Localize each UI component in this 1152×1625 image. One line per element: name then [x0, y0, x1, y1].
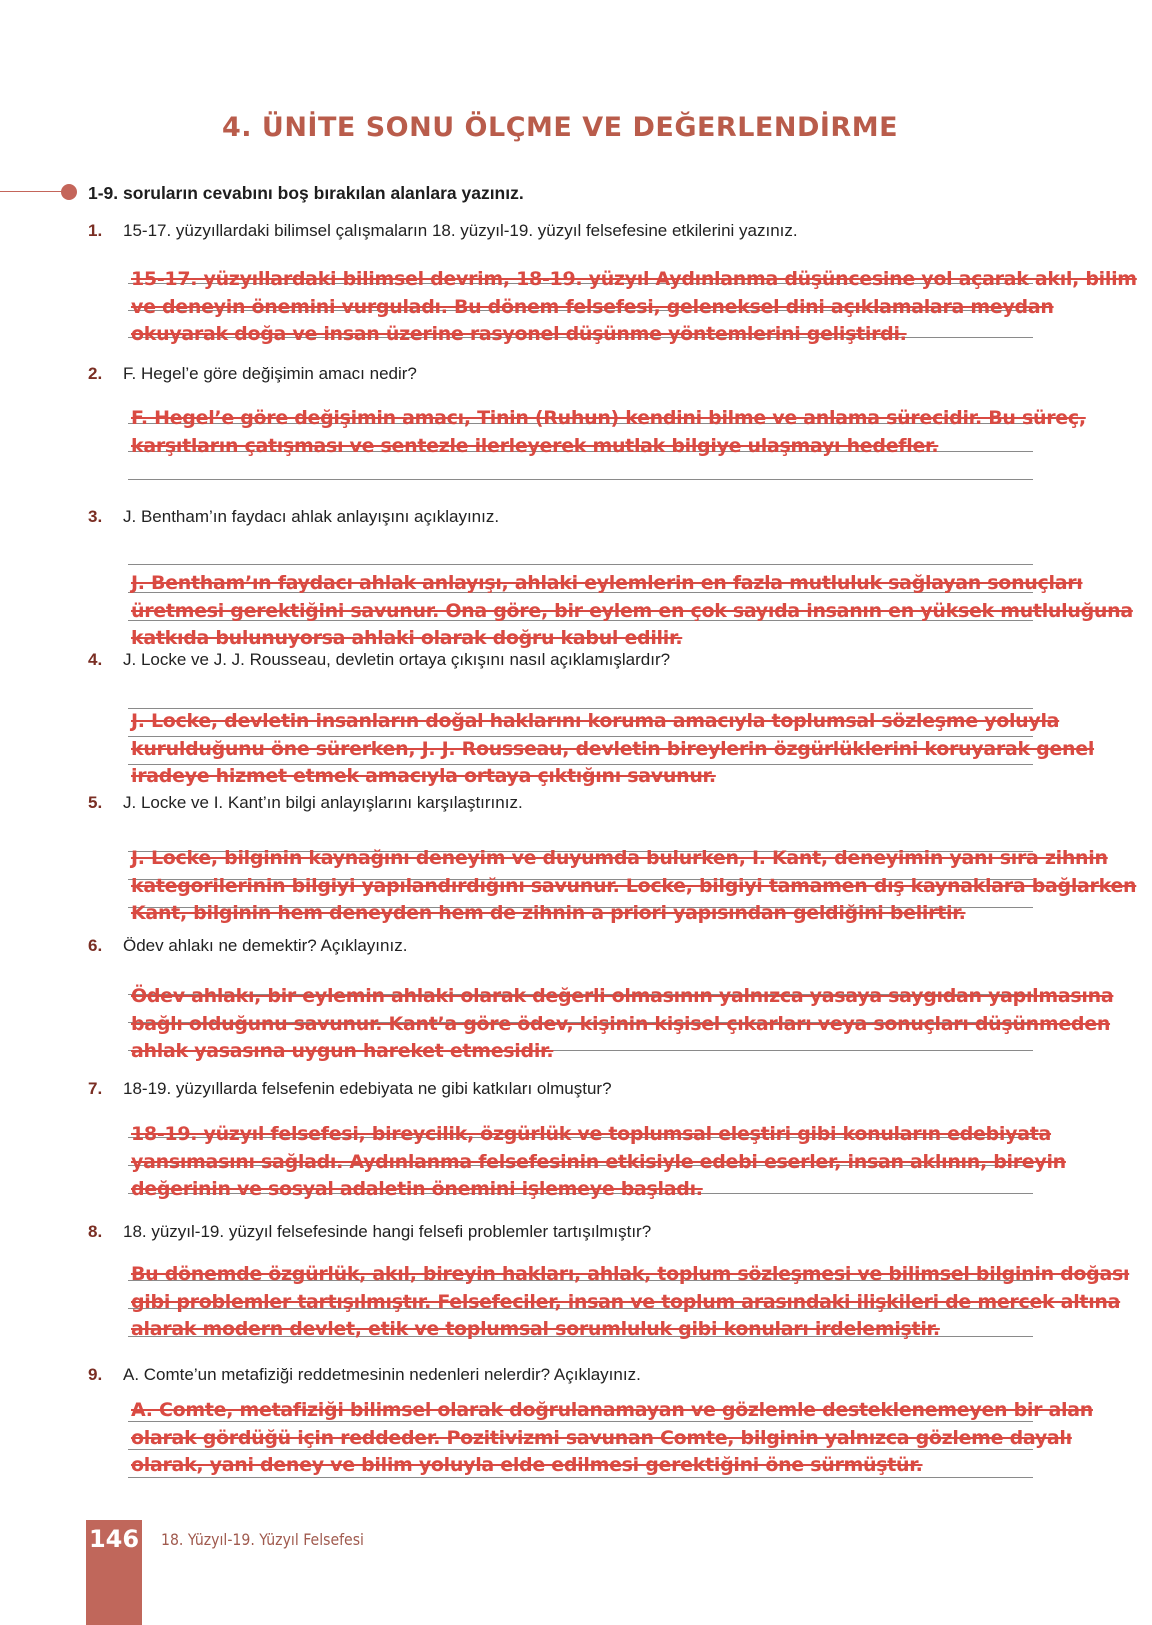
question-text: A. Comte’un metafiziği reddetmesinin nedenleri nelerdir? Açıklayınız. [123, 1365, 641, 1384]
instruction-text: 1-9. soruların cevabını boş bırakılan alanlara yazınız. [88, 183, 524, 203]
question-number: 1. [88, 221, 103, 240]
answer-text: Ödev ahlakı, bir eylemin ahlaki olarak değerli olmasının yalnızca yasaya saygıdan yapılmasına bağlı olduğunu savunur. Kant’a göre ödev, kişinin kişisel çıkarları veya sonuçları düşünmeden ahlak yasasına uygun hareket etmesidir. [131, 985, 1114, 1062]
question-text: 18. yüzyıl-19. yüzyıl felsefesinde hangi felsefi problemler tartışılmıştır? [123, 1222, 652, 1241]
question-number: 9. [88, 1365, 103, 1384]
question-number: 2. [88, 364, 103, 383]
answer-text: J. Bentham’ın faydacı ahlak anlayışı, ahlaki eylemlerin en fazla mutluluk sağlayan sonuçları üretmesi gerektiğini savunur. Ona göre, bir eylem en çok sayıda insanın en yüksek mutluluğuna katkıda bulunuyorsa ahlaki olarak doğru kabul edilir. [131, 572, 1133, 649]
question-number: 4. [88, 650, 103, 669]
answer-text: Bu dönemde özgürlük, akıl, bireyin hakları, ahlak, toplum sözleşmesi ve bilimsel bilginin doğası gibi problemler tartışılmıştır. Felsefeciler, insan ve toplum arasındaki ilişkileri de mercek altına alarak modern devlet, etik ve toplumsal sorumluluk gibi konuları irdelemiştir. [131, 1263, 1130, 1340]
instruction-line [0, 191, 64, 192]
answer-text: J. Locke, bilginin kaynağını deneyim ve duyumda bulurken, I. Kant, deneyimin yanı sıra zihnin kategorilerinin bilgiyi yapılandırdığını savunur. Locke, bilgiyi tamamen dış kaynaklara bağlarken Kant, bilginin hem deneyden hem de zihnin a priori yapısından geldiğini belirtir. [131, 847, 1137, 924]
page-title: 4. ÜNİTE SONU ÖLÇME VE DEĞERLENDİRME [221, 112, 899, 143]
question-text: J. Bentham’ın faydacı ahlak anlayışını açıklayınız. [123, 507, 500, 526]
question-number: 6. [88, 936, 103, 955]
chapter-title: 18. Yüzyıl-19. Yüzyıl Felsefesi [161, 1530, 364, 1549]
answer-line [128, 564, 1033, 565]
answer-text: J. Locke, devletin insanların doğal haklarını koruma amacıyla toplumsal sözleşme yoluyla kurulduğunu öne sürerken, J. J. Rousseau, devletin bireylerin özgürlüklerini koruyarak genel iradeye hizmet etmek amacıyla ortaya çıktığını savunur. [131, 710, 1095, 787]
answer-text: F. Hegel’e göre değişimin amacı, Tinin (Ruhun) kendini bilme ve anlama sürecidir. Bu süreç, karşıtların çatışması ve sentezle ilerleyerek mutlak bilgiye ulaşmayı hedefler. [131, 407, 1086, 457]
answer-line [128, 479, 1033, 480]
question-number: 3. [88, 507, 103, 526]
instruction-bullet [61, 184, 77, 200]
answer-text: 15-17. yüzyıllardaki bilimsel devrim, 18-19. yüzyıl Aydınlanma düşüncesine yol açarak akıl, bilim ve deneyin önemini vurguladı. Bu dönem felsefesi, geleneksel dini açıklamalara meydan okuyarak doğa ve insan üzerine rasyonel düşünme yöntemlerini geliştirdi. [131, 268, 1137, 345]
page-number: 146 [88, 1525, 140, 1553]
question-number: 8. [88, 1222, 103, 1241]
question-number: 7. [88, 1079, 103, 1098]
question-text: J. Locke ve J. J. Rousseau, devletin ortaya çıkışını nasıl açıklamışlardır? [123, 650, 671, 669]
answer-text: 18-19. yüzyıl felsefesi, bireycilik, özgürlük ve toplumsal eleştiri gibi konuların edebiyata yansımasını sağladı. Aydınlanma felsefesinin etkisiyle edebi eserler, insan aklının, bireyin değerinin ve sosyal adaletin önemini işlemeye başladı. [131, 1123, 1066, 1200]
answer-text: A. Comte, metafiziği bilimsel olarak doğrulanamayan ve gözlemle desteklenemeyen bir alan olarak gördüğü için reddeder. Pozitivizmi savunan Comte, bilginin yalnızca gözleme dayalı olarak, yani deney ve bilim yoluyla elde edilmesi gerektiğini öne sürmüştür. [131, 1399, 1093, 1476]
question-text: Ödev ahlakı ne demektir? Açıklayınız. [123, 936, 408, 955]
question-number: 5. [88, 793, 103, 812]
question-text: F. Hegel’e göre değişimin amacı nedir? [123, 364, 417, 383]
question-text: J. Locke ve I. Kant’ın bilgi anlayışlarını karşılaştırınız. [123, 793, 523, 812]
question-text: 18-19. yüzyıllarda felsefenin edebiyata ne gibi katkıları olmuştur? [123, 1079, 612, 1098]
question-text: 15-17. yüzyıllardaki bilimsel çalışmaların 18. yüzyıl-19. yüzyıl felsefesine etkilerini yazınız. [123, 221, 798, 240]
